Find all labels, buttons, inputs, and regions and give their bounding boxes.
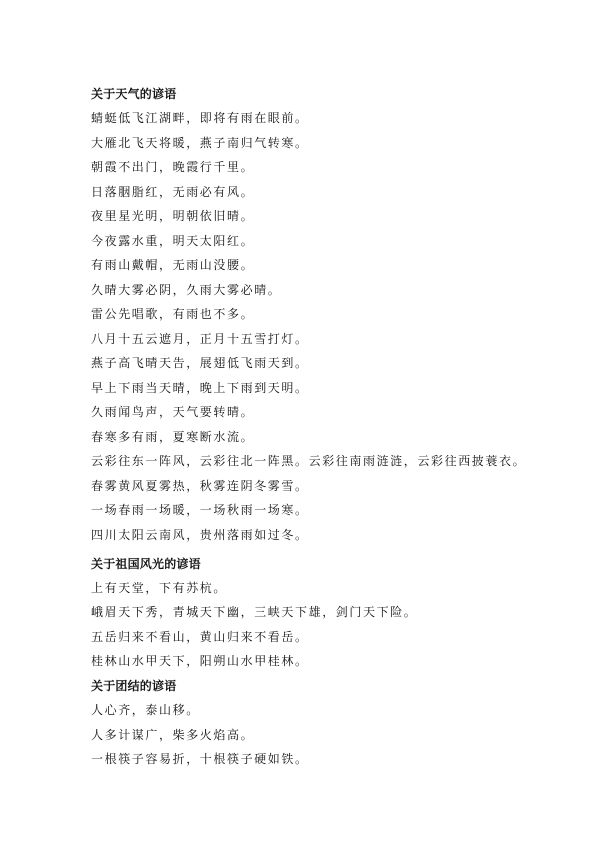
proverb-line: 日落胭脂红，无雨必有风。	[91, 184, 255, 199]
section-title-weather: 关于天气的谚语	[91, 87, 177, 101]
proverb-line: 雷公先唱歌，有雨也不多。	[91, 307, 255, 321]
section-unity	[91, 678, 571, 767]
proverb-line: 八月十五云遮月，正月十五雪打灯。	[91, 331, 309, 346]
proverb-line: 四川太阳云南风，贵州落雨如过冬。	[91, 527, 309, 542]
section-weather	[91, 86, 571, 543]
proverb-line: 一场春雨一场暖，一场秋雨一场寒。	[91, 503, 309, 517]
proverb-line: 燕子高飞晴天告，展翅低飞雨天到。	[91, 356, 309, 370]
proverb-line: 早上下雨当天晴，晚上下雨到天明。	[91, 380, 309, 395]
proverb-line: 大雁北飞天将暖，燕子南归气转寒。	[91, 135, 309, 150]
document-page	[91, 86, 571, 776]
proverb-line: 五岳归来不看山，黄山归来不看岳。	[91, 629, 309, 644]
proverb-line: 朝霞不出门，晚霞行千里。	[91, 160, 255, 174]
proverb-line: 蜻蜓低飞江湖畔，即将有雨在眼前。	[91, 111, 309, 125]
proverb-line: 春雾黄风夏雾热，秋雾连阴冬雾雪。	[91, 478, 309, 493]
section-title-unity: 关于团结的谚语	[91, 679, 177, 693]
proverb-line: 春寒多有雨，夏寒断水流。	[91, 429, 255, 444]
proverb-line: 有雨山戴帽，无雨山没腰。	[91, 258, 255, 272]
section-title-scenery: 关于祖国风光的谚语	[91, 556, 201, 571]
proverb-line: 一根筷子容易折，十根筷子硬如铁。	[91, 752, 309, 766]
section-scenery	[91, 556, 571, 670]
proverb-line: 久晴大雾必阴，久雨大雾必晴。	[91, 282, 282, 297]
proverb-line: 峨眉天下秀，青城天下幽，三峡天下雄，剑门天下险。	[91, 605, 418, 619]
proverb-line: 上有天堂，下有苏杭。	[91, 580, 228, 595]
proverb-line: 云彩往东一阵风，云彩往北一阵黑。云彩往南雨涟涟，云彩往西披蓑衣。	[91, 454, 527, 468]
proverb-line: 今夜露水重，明天太阳红。	[91, 233, 255, 248]
proverb-line: 桂林山水甲天下，阳朔山水甲桂林。	[91, 654, 309, 668]
proverb-line: 人多计谋广，柴多火焰高。	[91, 727, 255, 742]
proverb-line: 久雨闻鸟声，天气要转晴。	[91, 405, 255, 419]
proverb-line: 夜里星光明，明朝依旧晴。	[91, 209, 255, 223]
proverb-line: 人心齐，泰山移。	[91, 703, 200, 717]
